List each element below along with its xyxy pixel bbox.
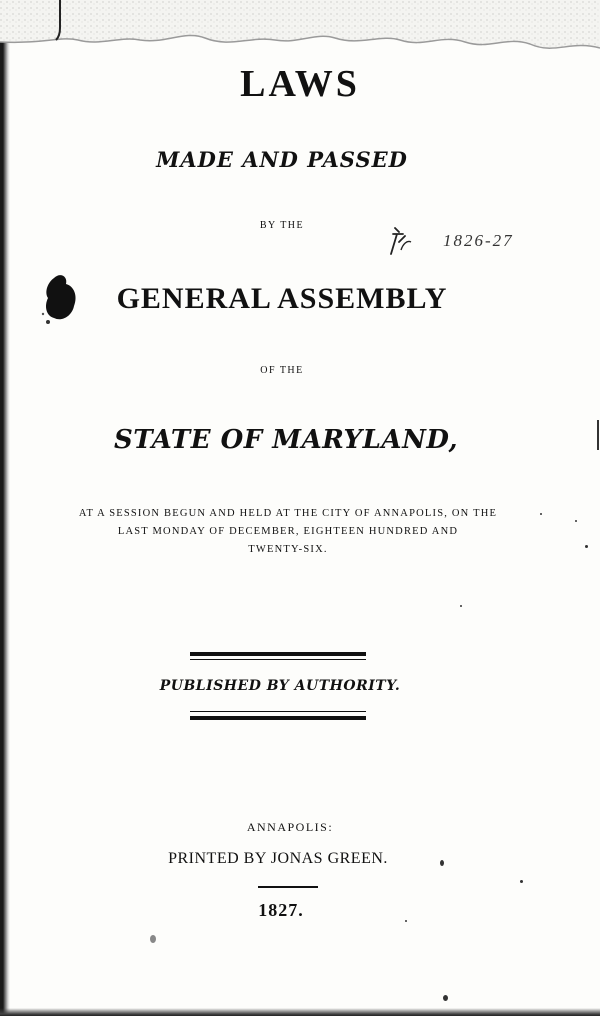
- session-line-1: AT A SESSION BEGUN AND HELD AT THE CITY OF ANNAPOLIS, ON THE: [78, 508, 498, 519]
- scan-speck: [575, 520, 577, 522]
- scan-speck: [597, 420, 599, 450]
- torn-top-edge: [0, 0, 600, 70]
- assembly-name: GENERAL ASSEMBLY: [116, 282, 448, 315]
- top-rule-thick: [190, 652, 366, 656]
- place-of-publication: ANNAPOLIS:: [246, 820, 334, 834]
- year-rule: [258, 886, 318, 888]
- handwritten-date: 1826-27: [443, 231, 514, 250]
- scan-speck: [405, 920, 407, 922]
- page-bottom-edge: [0, 1008, 600, 1016]
- scan-speck: [520, 880, 523, 883]
- published-by: PUBLISHED BY AUTHORITY.: [159, 678, 401, 694]
- scan-speck: [460, 605, 462, 607]
- subtitle: MADE AND PASSED: [156, 147, 408, 172]
- session-statement: [0, 505, 588, 559]
- scan-speck: [150, 935, 156, 943]
- session-line-3: TWENTY-SIX.: [248, 544, 328, 555]
- bottom-rule-thin: [190, 711, 366, 712]
- session-line-2: LAST MONDAY OF DECEMBER, EIGHTEEN HUNDRED AND: [117, 526, 459, 537]
- scan-speck: [585, 545, 588, 548]
- title: LAWS: [240, 63, 360, 105]
- scan-speck: [443, 995, 448, 1001]
- publication-year: 1827.: [258, 900, 304, 920]
- of-the-line: OF THE: [260, 365, 304, 376]
- printer-line: PRINTED BY JONAS GREEN.: [168, 850, 388, 867]
- bottom-rule-thick: [190, 716, 366, 720]
- scan-speck: [440, 860, 444, 866]
- state-name: STATE OF MARYLAND,: [113, 425, 459, 455]
- top-rule-thin: [190, 659, 366, 660]
- by-the-line: BY THE: [259, 220, 305, 231]
- scan-speck: [540, 513, 542, 515]
